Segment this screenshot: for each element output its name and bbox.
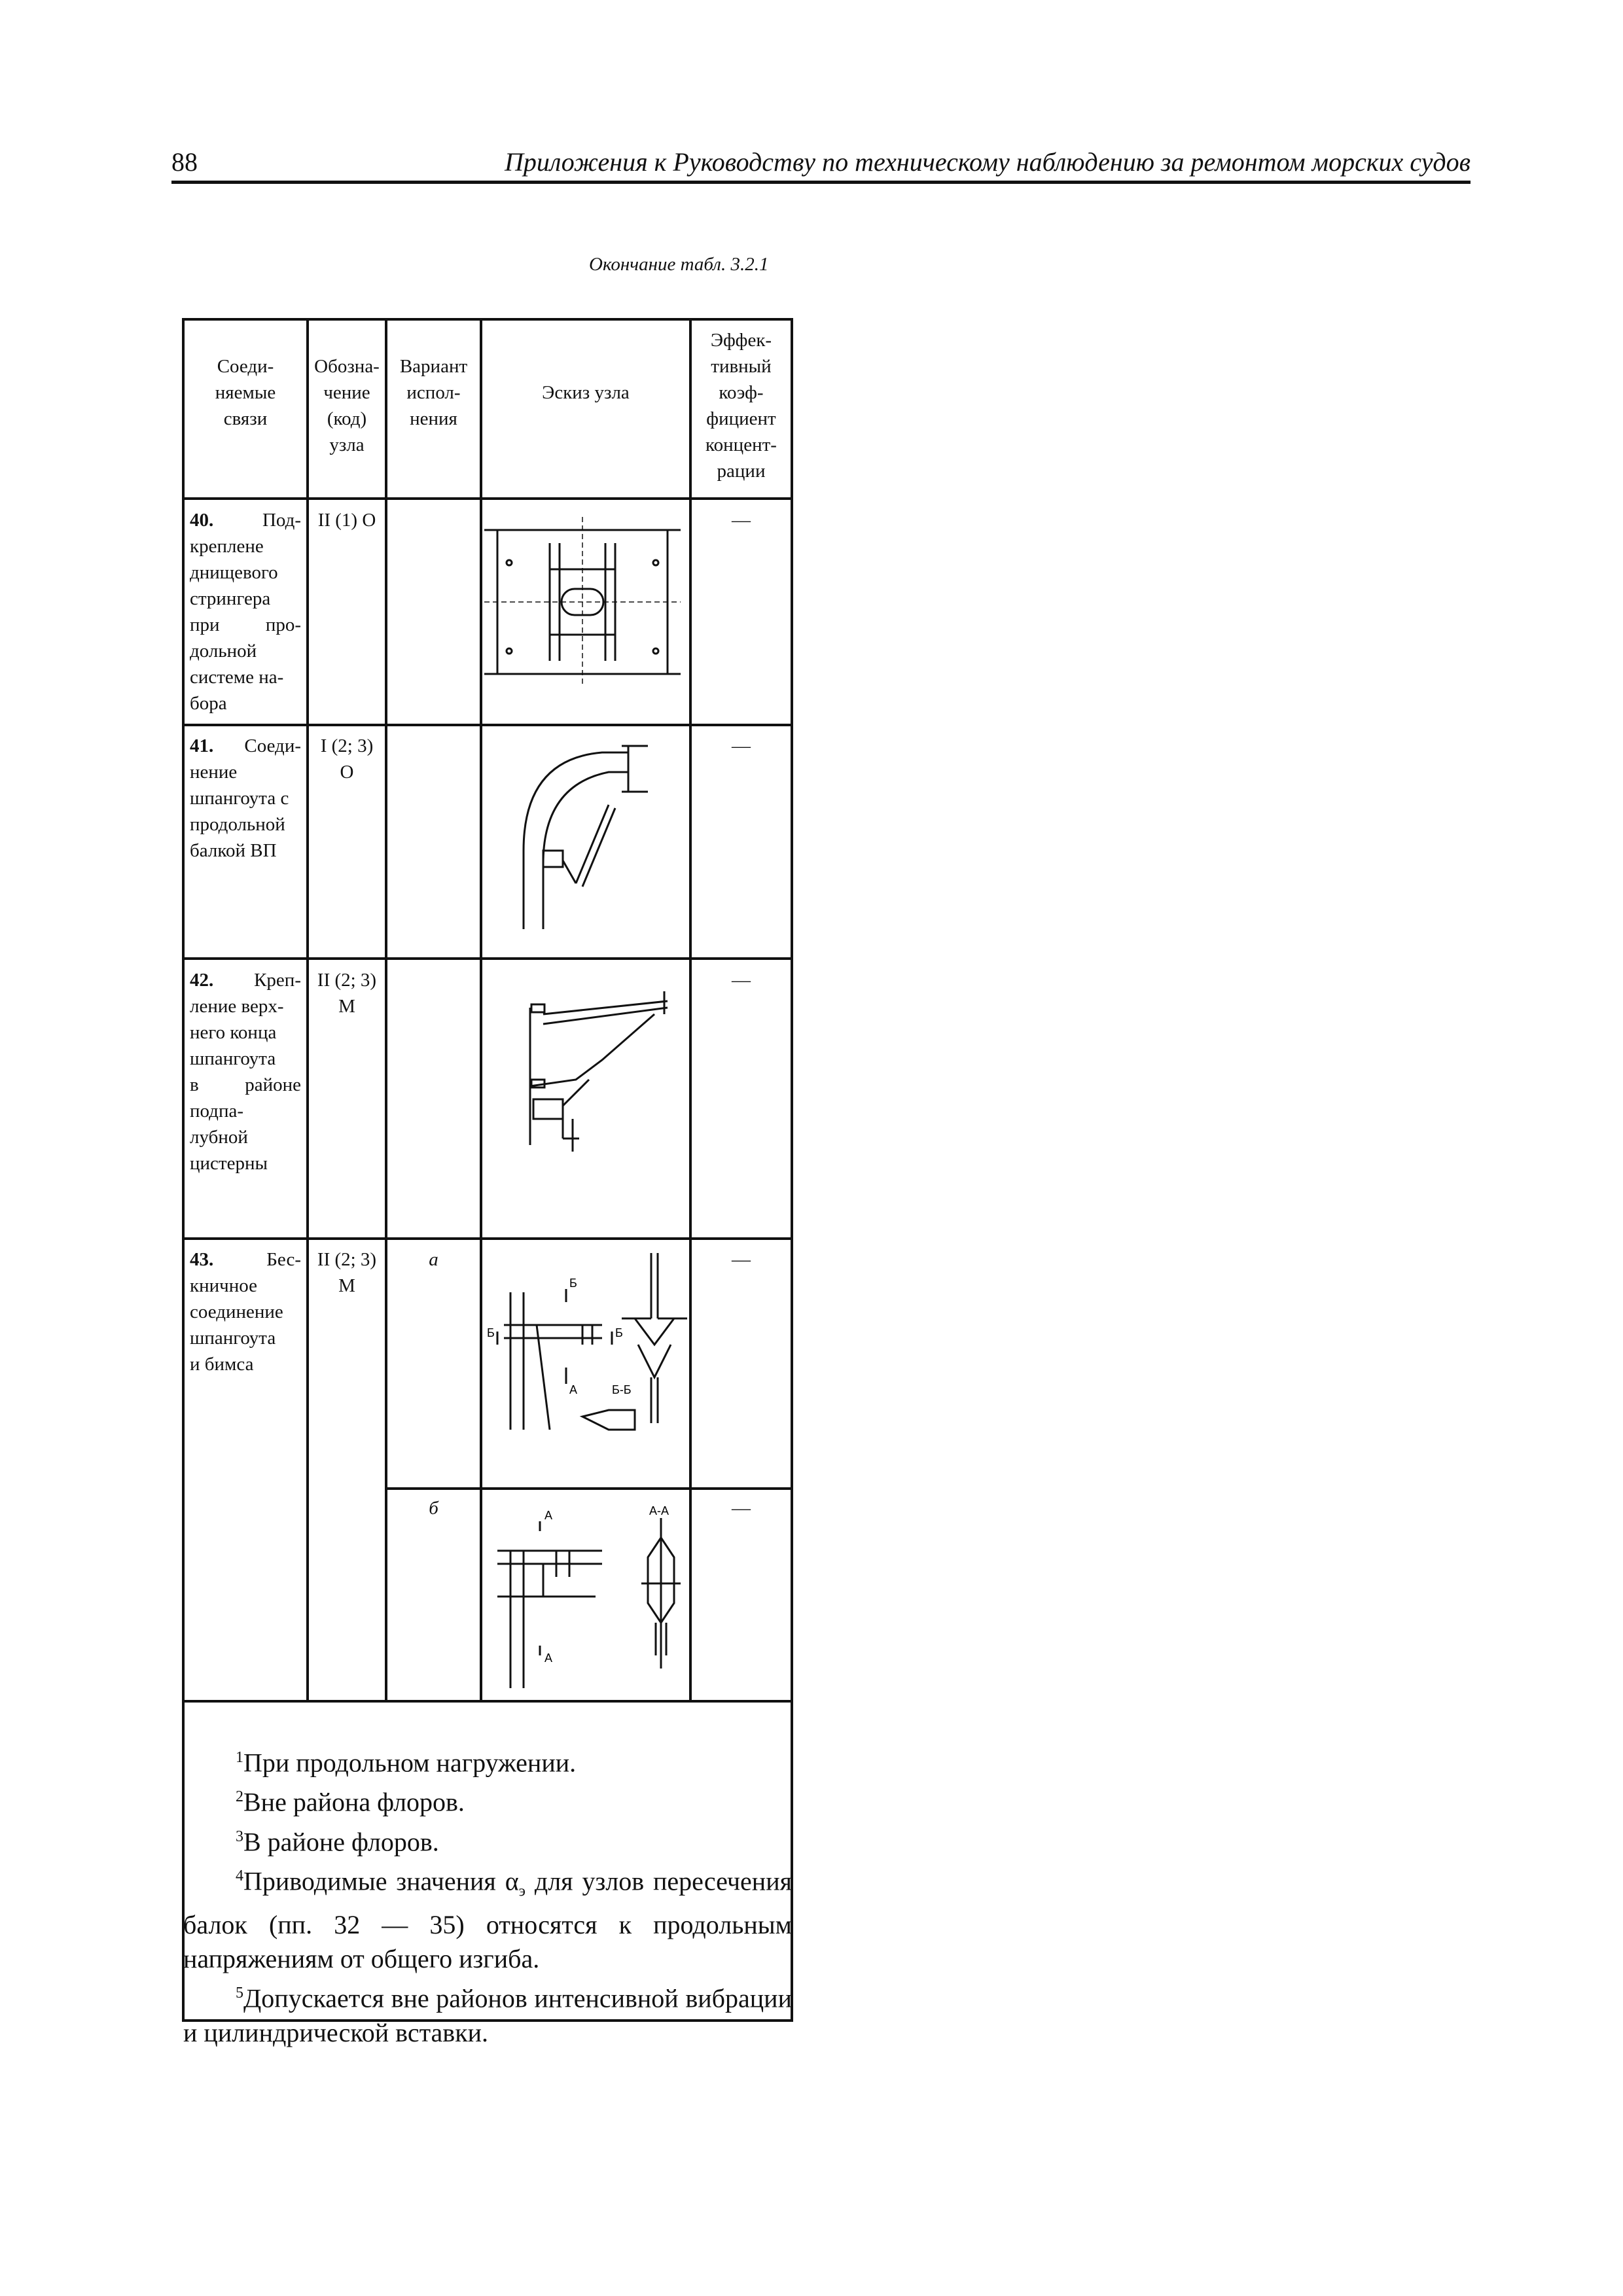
- row-41-code: I (2; 3) О: [320, 735, 374, 783]
- table-caption: Окончание табл. 3.2.1: [589, 254, 769, 275]
- page-header: [171, 143, 1471, 184]
- sketch-43a-bracketless: [484, 1246, 687, 1485]
- row-40-name: 40. Под- креплене днищевого стрингера при про- дольной системе на- бора: [190, 510, 301, 714]
- row-43-variant-b: б: [429, 1498, 438, 1519]
- sketch-43b-bracketless: [484, 1498, 687, 1695]
- col-header-coef: Эффек- тивный коэф- фициент концент- рации: [705, 330, 777, 482]
- row-43-variant-a: а: [429, 1249, 438, 1270]
- row-42-coef: —: [732, 970, 751, 991]
- row-40-code: II (1) О: [317, 510, 376, 531]
- footnote-3: $^3$В районе флоров.: [236, 1826, 439, 1856]
- row-43-code: II (2; 3) М: [317, 1249, 377, 1296]
- row-41-name: 41. Соеди- нение шпангоута с продольной балкой ВП: [190, 735, 301, 861]
- sketch-41-frame-joint: [497, 733, 687, 942]
- sketch-43a-label-right: Б: [615, 1326, 623, 1339]
- footnote-1: $^1$При продольном нагружении.: [236, 1748, 577, 1778]
- footnote-5: $^5$Допускается вне районов интенсивной вибрации и цилиндрической вставки.: [183, 1983, 792, 2047]
- row-43-coef-a: —: [732, 1249, 751, 1270]
- page-number: 88: [171, 147, 198, 177]
- row-42-name: 42. Креп- ление верх- него конца шпангоута в районе подпа- лубной цистерны: [190, 970, 301, 1174]
- sketch-43a-label-top: Б: [569, 1277, 577, 1290]
- footnotes: [183, 1740, 792, 2050]
- running-title: Приложения к Руководству по техническому наблюдению за ремонтом морских судов: [504, 147, 1471, 177]
- row-40-coef: —: [732, 510, 751, 531]
- sketch-43b-label-bottom: А: [544, 1651, 553, 1665]
- row-43-name: 43. Бес- кничное соединение шпангоута и бимса: [190, 1249, 301, 1375]
- col-header-sketch: Эскиз узла: [542, 382, 630, 403]
- col-header-variant: Вариант испол- нения: [399, 356, 468, 429]
- footnote-2: $^2$Вне района флоров.: [236, 1787, 465, 1817]
- sketch-43a-label-left: Б: [487, 1326, 495, 1339]
- sketch-43a-label-bottom: А: [569, 1383, 578, 1396]
- row-41-coef: —: [732, 735, 751, 756]
- sketch-43b-label-top: А: [544, 1509, 553, 1522]
- row-42-code: II (2; 3) М: [317, 970, 377, 1017]
- col-header-code: Обозна- чение (код) узла: [314, 356, 380, 455]
- col-header-links: Соеди- няемые связи: [215, 356, 276, 429]
- row-43-coef-b: —: [732, 1498, 751, 1519]
- sketch-40-stringer: [484, 504, 687, 720]
- footnote-4: $^4$Приводимые значения $\alpha_э$ для узлов пересечения балок (пп. 32 — 35) относятся к продольным напряжениям от общего изгиба.: [183, 1866, 792, 1974]
- sketch-43b-section-label: А-А: [649, 1504, 669, 1517]
- sketch-43a-section-label: Б-Б: [612, 1383, 632, 1396]
- sketch-42-frame-upper-end: [517, 988, 687, 1152]
